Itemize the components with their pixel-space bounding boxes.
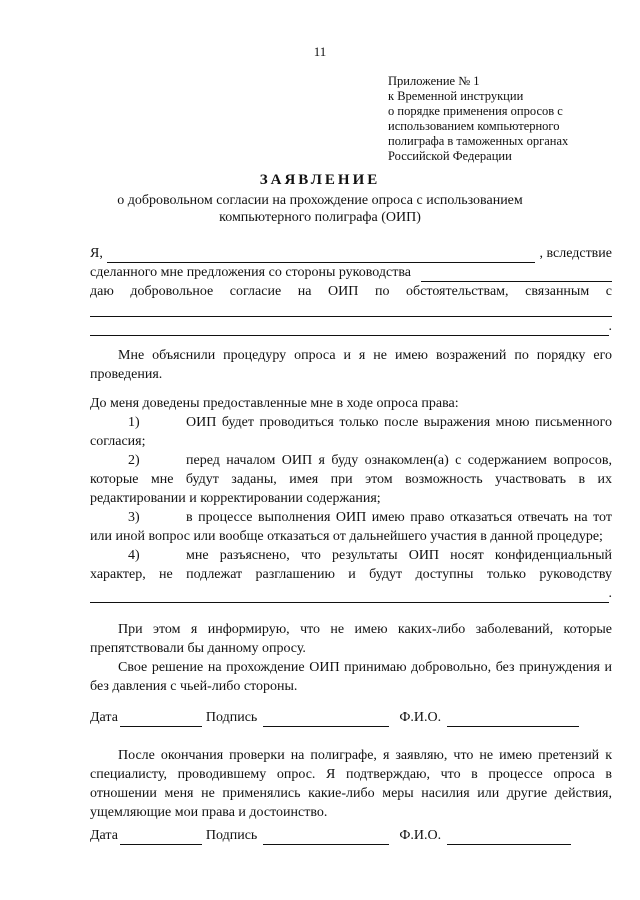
appendix-line: о порядке применения опросов с	[388, 104, 563, 118]
signature-row-2	[90, 826, 612, 845]
signature-label: Подпись	[205, 828, 258, 843]
vsledstvie-label: , вследствие	[539, 246, 612, 261]
consent-label: даю добровольное согласие на ОИП по обстоятельствам, связанным с	[90, 284, 612, 299]
right-item	[90, 413, 612, 451]
subtitle-line: компьютерного полиграфа (ОИП)	[219, 210, 421, 225]
appendix-line: использованием компьютерного	[388, 119, 560, 133]
right-text: ОИП будет проводиться только после выражения мною письменного согласия;	[90, 415, 612, 449]
appendix-line: Приложение № 1	[388, 74, 480, 88]
right-number: 2)	[128, 453, 140, 468]
inform-paragraph: При этом я информирую, что не имею каких-либо заболеваний, которые препятствовали бы данному опросу.	[90, 622, 612, 656]
circumstances-line-2[interactable]	[90, 321, 609, 336]
right-number: 4)	[128, 548, 140, 563]
signature-row-1	[90, 708, 612, 727]
right-item	[90, 508, 612, 546]
signature-label: Подпись	[205, 710, 258, 725]
after-check-paragraph: После окончания проверки на полиграфе, я заявляю, что не имею претензий к специалисту, проводившему опрос. Я подтверждаю, что в процессе опроса в отношении меня не применялись какие-либо меры насилия или другие действия, ущемляющие мои права и достоинство.	[90, 748, 612, 820]
period: .	[608, 586, 612, 601]
management-line[interactable]	[90, 588, 609, 603]
fio-field-line[interactable]	[447, 830, 571, 845]
right-number: 3)	[128, 510, 140, 525]
fio-label: Ф.И.О.	[399, 828, 442, 843]
date-label: Дата	[90, 828, 118, 843]
right-item	[90, 546, 612, 584]
fio-field-line[interactable]	[447, 712, 579, 727]
right-text: перед началом ОИП я буду ознакомлен(а) с содержанием вопросов, которые мне будут заданы, имея при этом возможность участвовать в их редактировании и корректировании содержания;	[90, 453, 612, 506]
rights-intro: До меня доведены предоставленные мне в ходе опроса права:	[90, 396, 459, 411]
name-field-line[interactable]	[107, 248, 536, 263]
fio-label: Ф.И.О.	[399, 710, 442, 725]
signature-field-line[interactable]	[263, 830, 389, 845]
ya-label: Я,	[90, 246, 103, 261]
page-number: 11	[313, 44, 327, 59]
right-item	[90, 451, 612, 508]
explain-paragraph: Мне объяснили процедуру опроса и я не имею возражений по порядку его проведения.	[90, 348, 612, 382]
date-field-line[interactable]	[120, 712, 202, 727]
right-text: мне разъяснено, что результаты ОИП носят конфиденциальный характер, не подлежат разглашению и будут доступны только руководству	[90, 548, 612, 582]
management-field-line[interactable]	[421, 267, 612, 282]
appendix-block	[388, 74, 618, 164]
date-label: Дата	[90, 710, 118, 725]
document-title: ЗАЯВЛЕНИЕ	[259, 172, 381, 188]
right-number: 1)	[128, 415, 140, 430]
signature-field-line[interactable]	[263, 712, 389, 727]
date-field-line[interactable]	[120, 830, 202, 845]
appendix-line: к Временной инструкции	[388, 89, 524, 103]
document-subtitle	[80, 192, 560, 226]
appendix-line: Российской Федерации	[388, 149, 512, 163]
rights-list	[90, 413, 612, 603]
form-block	[90, 244, 612, 336]
subtitle-line: о добровольном согласии на прохождение опроса с использованием	[117, 193, 523, 208]
proposal-label: сделанного мне предложения со стороны руководства	[90, 265, 411, 280]
appendix-line: полиграфа в таможенных органах	[388, 134, 569, 148]
right-text: в процессе выполнения ОИП имею право отказаться отвечать на тот или иной вопрос или вообще отказаться от дальнейшего участия в данной процедуре;	[90, 510, 612, 544]
period: .	[608, 319, 612, 334]
decision-paragraph: Свое решение на прохождение ОИП принимаю добровольно, без принуждения и без давления с чьей-либо стороны.	[90, 660, 612, 694]
